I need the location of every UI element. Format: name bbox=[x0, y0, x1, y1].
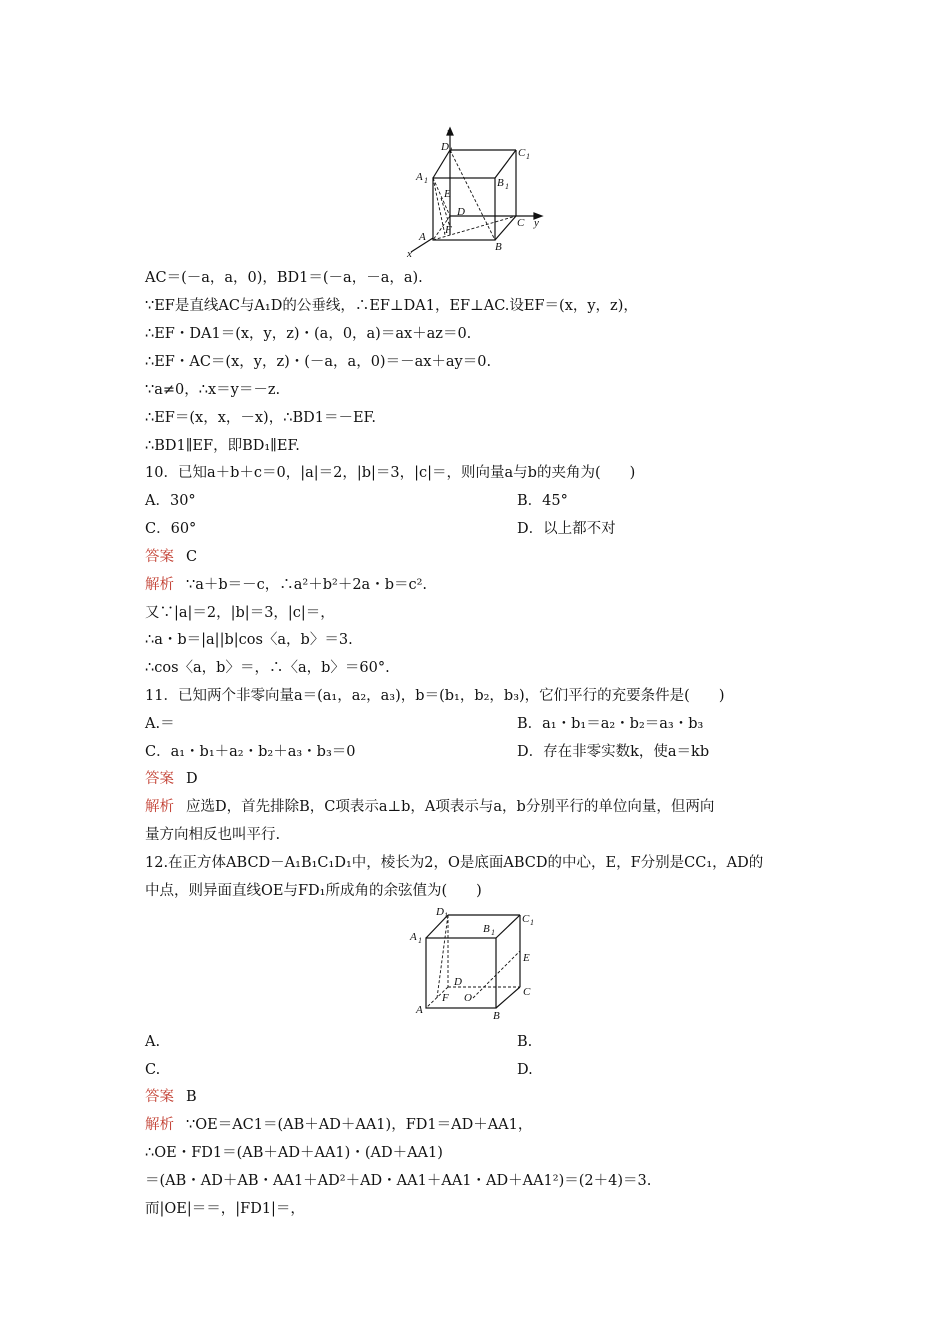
label-B1-sub: 1 bbox=[505, 182, 509, 191]
question-10: 10．已知a＋b＋c＝0，|a|＝2，|b|＝3，|c|＝，则向量a与b的夹角为( ) bbox=[145, 465, 636, 481]
label-A1-sub: 1 bbox=[424, 176, 428, 185]
label-A: A bbox=[419, 231, 426, 243]
label-F: F bbox=[445, 224, 452, 236]
label-A: A bbox=[416, 1004, 423, 1016]
label-C1: C bbox=[518, 147, 526, 159]
solution-11-line bbox=[145, 797, 714, 817]
question-12: 中点，则异面直线OE与FD₁所成角的余弦值为( ) bbox=[145, 883, 482, 899]
label-D: D bbox=[457, 206, 465, 218]
option-10-C: C．60° bbox=[145, 521, 197, 537]
label-C1-sub: 1 bbox=[526, 152, 530, 161]
text-line: ∴BD1∥EF，即BD₁∥EF. bbox=[145, 438, 300, 454]
text-line: ∵a≠0，∴x＝y＝－z. bbox=[145, 382, 281, 398]
label-C: C bbox=[523, 986, 531, 998]
answer-12 bbox=[145, 1087, 197, 1107]
option-12-D: D. bbox=[517, 1062, 533, 1078]
answer-10 bbox=[145, 547, 197, 567]
cube-coordinate-figure bbox=[405, 125, 555, 260]
solution-label: 解析 bbox=[145, 799, 174, 815]
solution-12-line: ＝(AB・AD＋AB・AA1＋AD²＋AD・AA1＋AA1・AD＋AA1²)＝(2＋4)＝3. bbox=[145, 1173, 652, 1189]
text-line: ∴EF＝(x，x，－x)，∴BD1＝－EF. bbox=[145, 410, 376, 426]
solution-10-line: 又∵|a|＝2，|b|＝3，|c|＝， bbox=[145, 605, 335, 621]
solution-12-line: 而|OE|＝＝，|FD1|＝， bbox=[145, 1201, 305, 1217]
label-E: E bbox=[444, 188, 451, 200]
solution-10-line: ∴a・b＝|a||b|cos〈a，b〉＝3. bbox=[145, 632, 353, 648]
option-10-D: D．以上都不对 bbox=[517, 521, 616, 537]
solution-12-line bbox=[145, 1115, 532, 1135]
label-A1: A bbox=[410, 931, 417, 943]
label-B: B bbox=[495, 241, 502, 253]
option-10-B: B．45° bbox=[517, 493, 568, 509]
label-D1-sub: 1 bbox=[449, 146, 453, 155]
answer-value: D bbox=[186, 771, 198, 787]
option-12-C: C. bbox=[145, 1062, 161, 1078]
label-B1: B bbox=[483, 923, 490, 935]
answer-11 bbox=[145, 769, 198, 789]
option-11-A: A.＝ bbox=[145, 716, 175, 732]
solution-label: 解析 bbox=[145, 1117, 174, 1133]
label-A1: A bbox=[416, 171, 423, 183]
label-D1: D bbox=[441, 141, 449, 153]
label-y: y bbox=[534, 217, 539, 229]
label-B1-sub: 1 bbox=[491, 928, 495, 937]
solution-text: ∵OE＝AC1＝(AB＋AD＋AA1)，FD1＝AD＋AA1， bbox=[186, 1117, 533, 1133]
solution-11-line: 量方向相反也叫平行. bbox=[145, 827, 281, 843]
solution-label: 解析 bbox=[145, 577, 174, 593]
solution-text: 应选D，首先排除B，C项表示a⊥b，A项表示与a，b分别平行的单位向量，但两向 bbox=[186, 799, 715, 815]
label-E: E bbox=[523, 952, 530, 964]
option-12-A: A. bbox=[145, 1034, 161, 1050]
label-z: z bbox=[447, 126, 452, 138]
label-C1-sub: 1 bbox=[530, 918, 534, 927]
question-12: 12.在正方体ABCD－A₁B₁C₁D₁中，棱长为2，O是底面ABCD的中心，E，F分别是CC₁，AD的 bbox=[145, 855, 764, 871]
answer-value: C bbox=[186, 549, 198, 565]
answer-label: 答案 bbox=[145, 771, 174, 787]
label-D1-sub: 1 bbox=[444, 911, 448, 920]
answer-label: 答案 bbox=[145, 549, 174, 565]
text-line: ∴EF・AC＝(x，y，z)・(－a，a，0)＝－ax＋ay＝0. bbox=[145, 354, 492, 370]
label-D: D bbox=[454, 976, 462, 988]
label-B: B bbox=[493, 1010, 500, 1022]
label-D1: D bbox=[436, 906, 444, 918]
solution-10-line bbox=[145, 575, 427, 595]
answer-label: 答案 bbox=[145, 1089, 174, 1105]
option-12-B: B. bbox=[517, 1034, 533, 1050]
text-line: AC＝(－a，a，0)，BD1＝(－a，－a，a). bbox=[145, 270, 423, 286]
text-line: ∵EF是直线AC与A₁D的公垂线，∴EF⊥DA1，EF⊥AC.设EF＝(x，y，z)， bbox=[145, 298, 638, 314]
label-O: O bbox=[464, 992, 472, 1004]
option-10-A: A．30° bbox=[145, 493, 196, 509]
label-F: F bbox=[442, 992, 449, 1004]
answer-value: B bbox=[186, 1089, 197, 1105]
label-C: C bbox=[517, 217, 525, 229]
label-B1: B bbox=[497, 177, 504, 189]
option-11-B: B．a₁・b₁＝a₂・b₂＝a₃・b₃ bbox=[517, 716, 704, 732]
question-11: 11．已知两个非零向量a＝(a₁，a₂，a₃)，b＝(b₁，b₂，b₃)，它们平行的充要条件是( ) bbox=[145, 688, 725, 704]
solution-10-line: ∴cos〈a，b〉＝，∴〈a，b〉＝60°. bbox=[145, 660, 390, 676]
text-line: ∴EF・DA1＝(x，y，z)・(a，0，a)＝ax＋az＝0. bbox=[145, 326, 472, 342]
label-A1-sub: 1 bbox=[418, 936, 422, 945]
solution-text: ∵a＋b＝－c，∴a²＋b²＋2a・b＝c². bbox=[186, 577, 428, 593]
solution-12-line: ∴OE・FD1＝(AB＋AD＋AA1)・(AD＋AA1) bbox=[145, 1145, 443, 1161]
label-x: x bbox=[407, 248, 412, 260]
label-C1: C bbox=[522, 913, 530, 925]
cube-figure bbox=[408, 905, 548, 1023]
option-11-C: C．a₁・b₁＋a₂・b₂＋a₃・b₃＝0 bbox=[145, 744, 356, 760]
option-11-D: D．存在非零实数k，使a＝kb bbox=[517, 744, 710, 760]
